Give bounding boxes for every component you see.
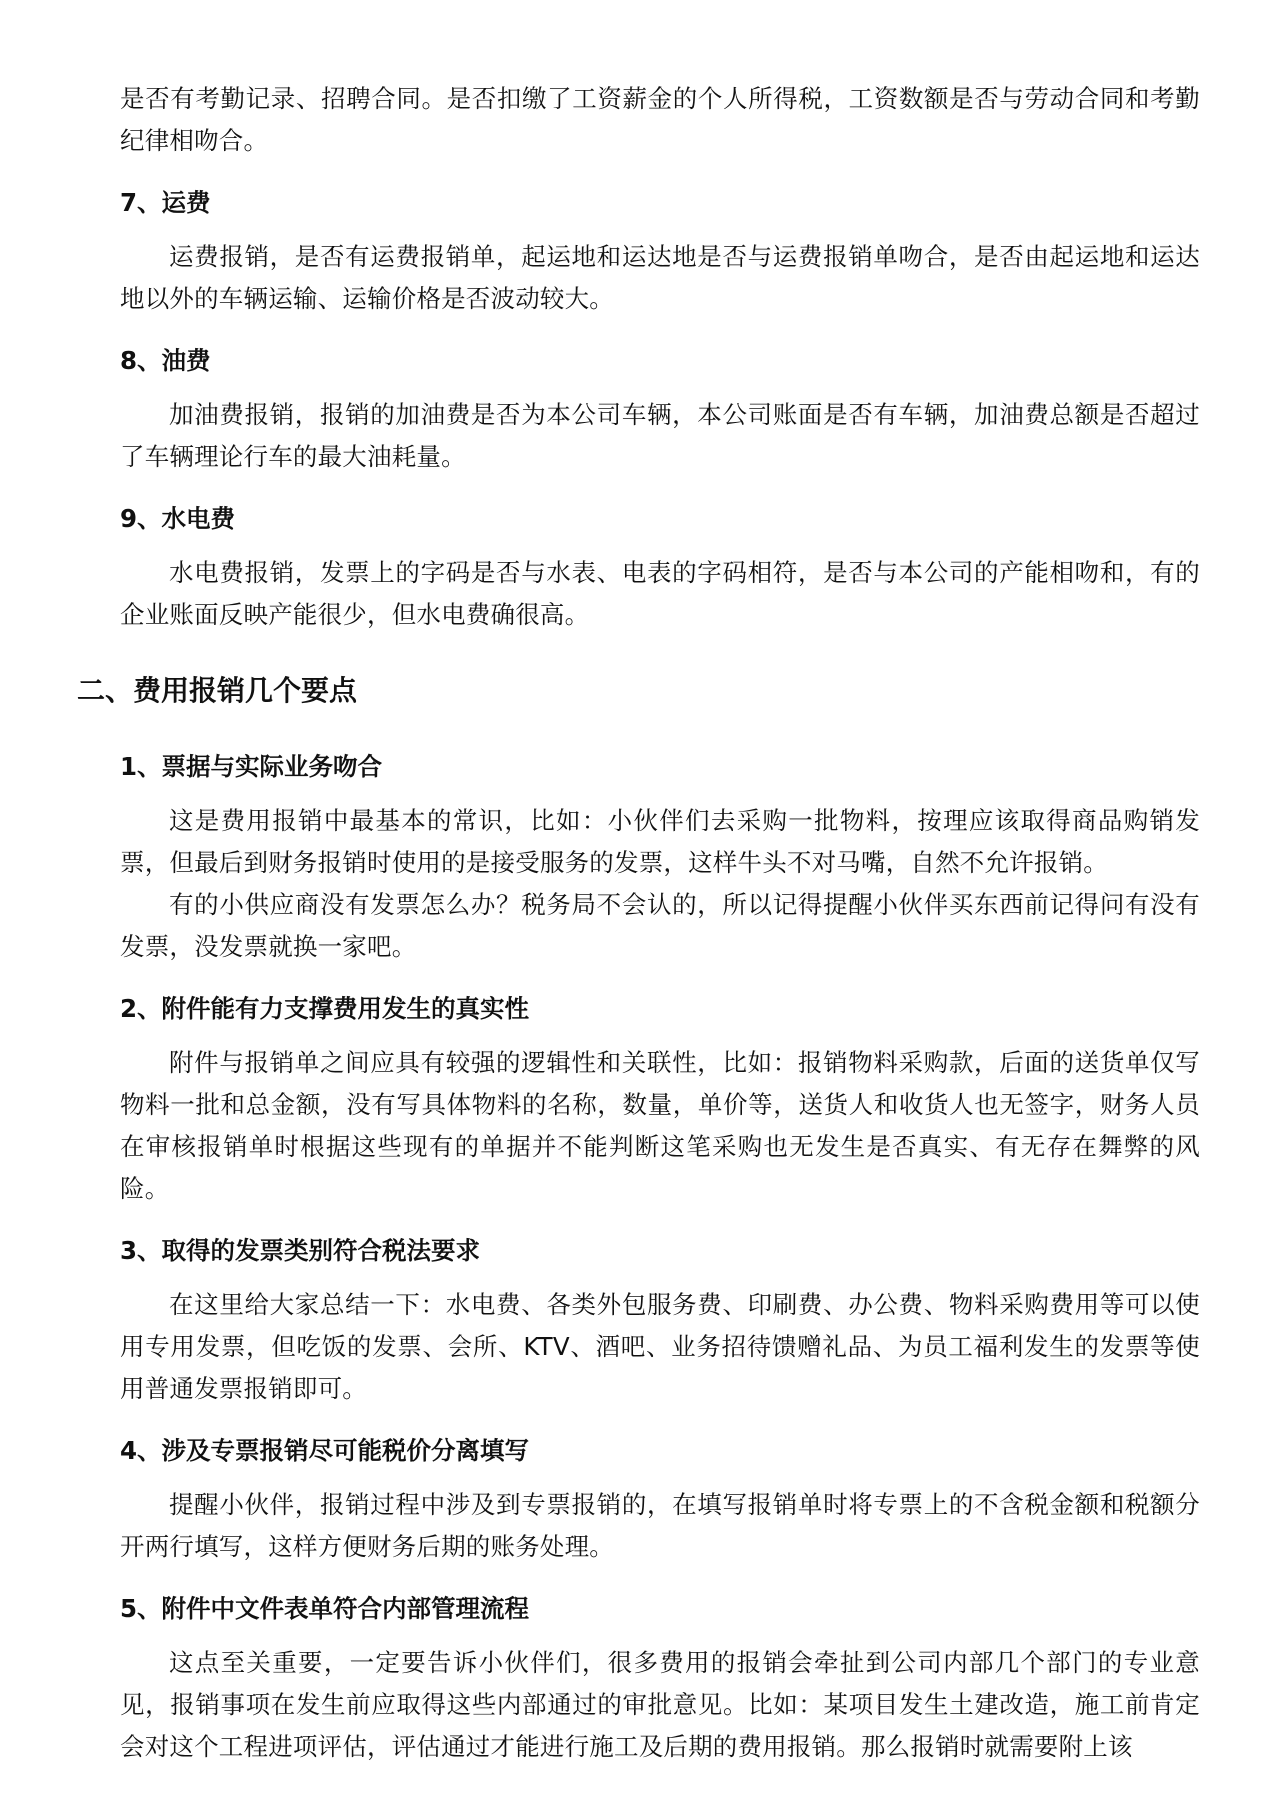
- intro-paragraph: 是否有考勤记录、招聘合同。是否扣缴了工资薪金的个人所得税，工资数额是否与劳动合同和考勤纪律相吻合。: [120, 84, 1200, 155]
- heading-point-3: 3、取得的发票类别符合税法要求: [120, 1236, 481, 1265]
- paragraph-freight: 运费报销，是否有运费报销单，起运地和运达地是否与运费报销单吻合，是否由起运地和运达地以外的车辆运输、运输价格是否波动较大。: [120, 242, 1200, 313]
- paragraph-point-3: 在这里给大家总结一下：水电费、各类外包服务费、印刷费、办公费、物料采购费用等可以使用专用发票，但吃饭的发票、会所、KTV、酒吧、业务招待馈赠礼品、为员工福利发生的发票等使用普通发票报销即可。: [120, 1290, 1200, 1403]
- paragraph-point-4: 提醒小伙伴，报销过程中涉及到专票报销的，在填写报销单时将专票上的不含税金额和税额分开两行填写，这样方便财务后期的账务处理。: [120, 1490, 1200, 1561]
- paragraph-fuel: 加油费报销，报销的加油费是否为本公司车辆，本公司账面是否有车辆，加油费总额是否超过了车辆理论行车的最大油耗量。: [120, 400, 1200, 471]
- heading-utilities: 9、水电费: [120, 504, 236, 533]
- section-title: 二、费用报销几个要点: [77, 674, 358, 707]
- paragraph-point-1b: 有的小供应商没有发票怎么办？税务局不会认的，所以记得提醒小伙伴买东西前记得问有没有发票，没发票就换一家吧。: [120, 890, 1200, 961]
- heading-fuel: 8、油费: [120, 346, 211, 375]
- heading-freight: 7、运费: [120, 188, 211, 217]
- paragraph-point-5: 这点至关重要，一定要告诉小伙伴们，很多费用的报销会牵扯到公司内部几个部门的专业意见，报销事项在发生前应取得这些内部通过的审批意见。比如：某项目发生土建改造，施工前肯定会对这个工程进项评估，评估通过才能进行施工及后期的费用报销。那么报销时就需要附上该: [120, 1648, 1200, 1761]
- heading-point-4: 4、涉及专票报销尽可能税价分离填写: [120, 1436, 530, 1465]
- paragraph-utilities: 水电费报销，发票上的字码是否与水表、电表的字码相符，是否与本公司的产能相吻和，有的企业账面反映产能很少，但水电费确很高。: [120, 558, 1200, 629]
- paragraph-point-1a: 这是费用报销中最基本的常识，比如：小伙伴们去采购一批物料，按理应该取得商品购销发票，但最后到财务报销时使用的是接受服务的发票，这样牛头不对马嘴，自然不允许报销。: [120, 806, 1200, 877]
- heading-point-5: 5、附件中文件表单符合内部管理流程: [120, 1594, 530, 1623]
- paragraph-point-2: 附件与报销单之间应具有较强的逻辑性和关联性，比如：报销物料采购款，后面的送货单仅写物料一批和总金额，没有写具体物料的名称，数量，单价等，送货人和收货人也无签字，财务人员在审核报销单时根据这些现有的单据并不能判断这笔采购也无发生是否真实、有无存在舞弊的风险。: [120, 1048, 1200, 1203]
- heading-point-2: 2、附件能有力支撑费用发生的真实性: [120, 994, 530, 1023]
- heading-point-1: 1、票据与实际业务吻合: [120, 752, 383, 781]
